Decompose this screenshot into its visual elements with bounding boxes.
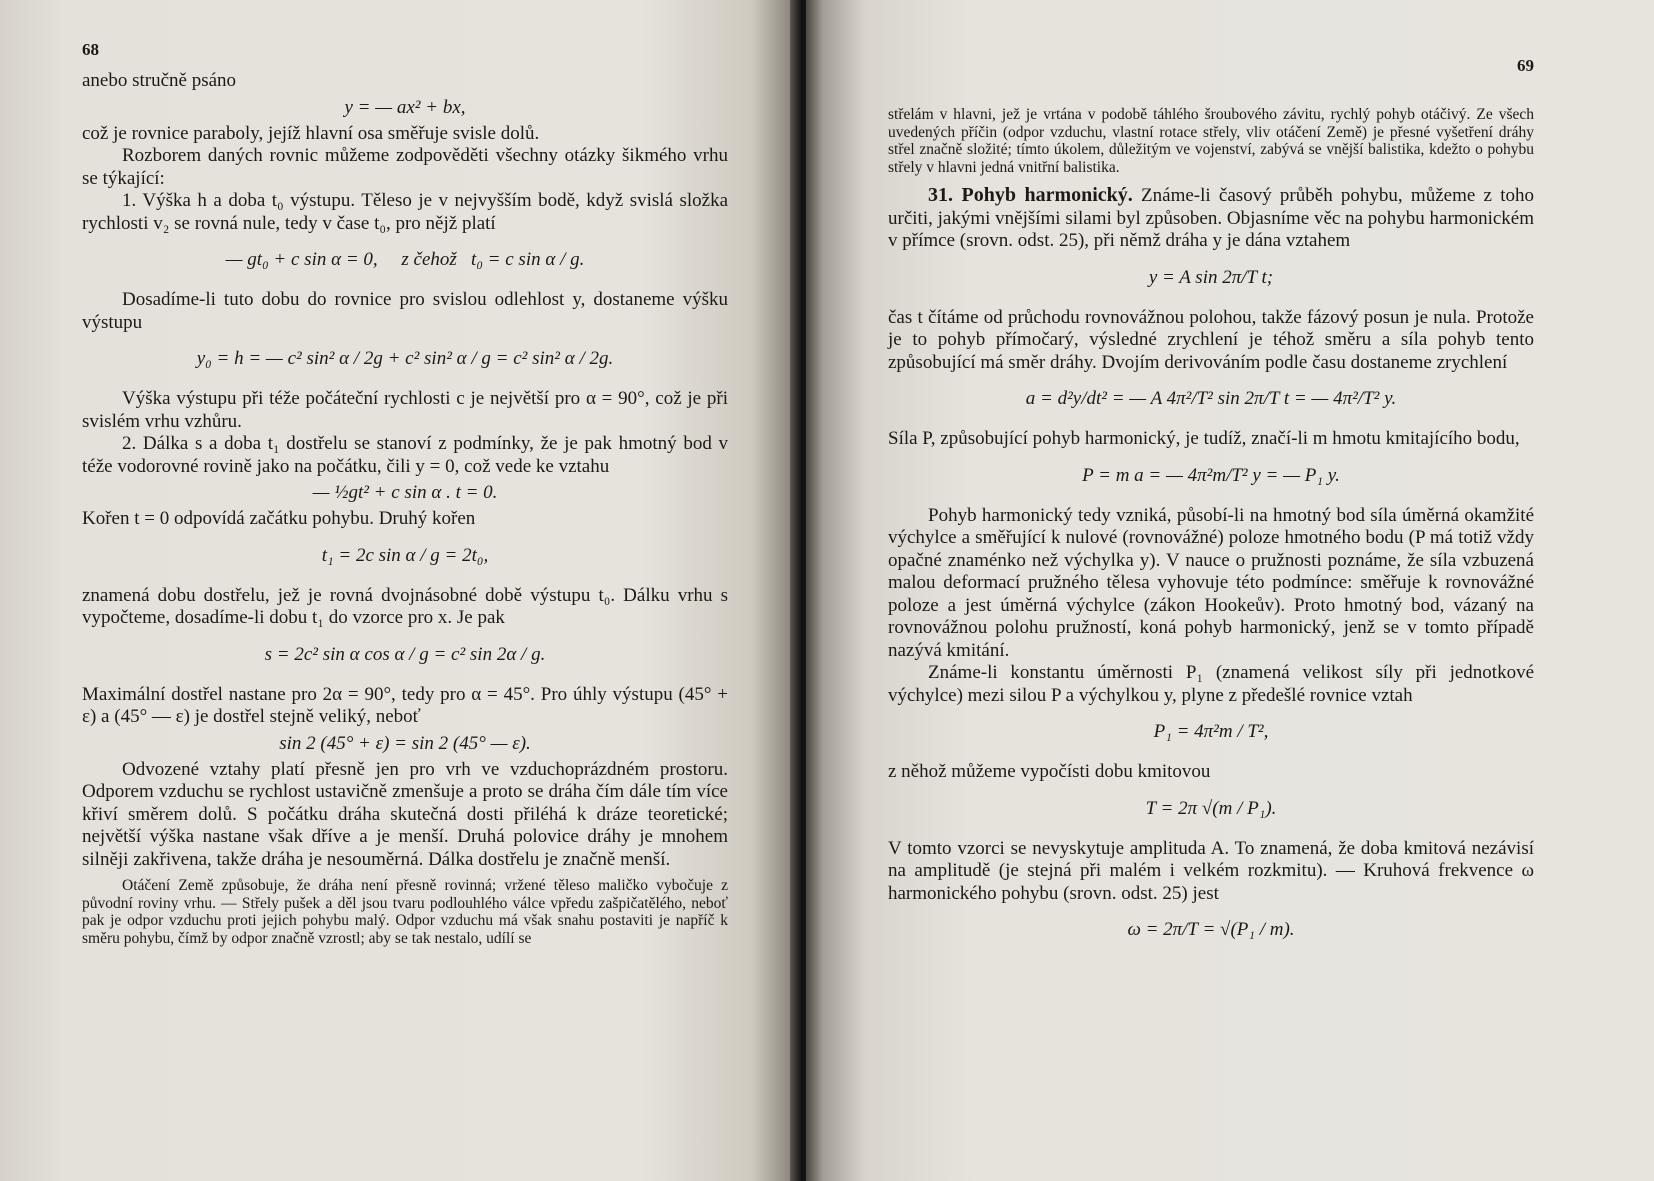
equation: y₀ = h = — c² sin² α / 2g + c² sin² α / g = c² sin² α / 2g. bbox=[196, 348, 614, 369]
paragraph: znamená dobu dostřelu, jež je rovná dvojnásobné době výstupu t₀. Dálku vrhu s vypočteme, dosadíme-li dobu t₁ do vzorce pro x. Je pak bbox=[82, 584, 728, 628]
equation: ω = 2π/T = √(P₁ / m). bbox=[1127, 919, 1295, 940]
equation: — gt₀ + c sin α = 0, z čehož t₀ = c sin α / g. bbox=[225, 249, 585, 270]
paragraph: Kořen t = 0 odpovídá začátku pohybu. Druhý kořen bbox=[82, 508, 476, 529]
paragraph: z něhož můžeme vypočísti dobu kmitovou bbox=[888, 761, 1211, 782]
left-page bbox=[0, 0, 800, 1181]
equation: t₁ = 2c sin α / g = 2t₀, bbox=[321, 544, 489, 566]
equation: sin 2 (45° + ε) = sin 2 (45° — ε). bbox=[279, 732, 531, 754]
equation: y = A sin 2π/T t; bbox=[1148, 266, 1274, 288]
right-column bbox=[888, 86, 1534, 955]
section-paragraph bbox=[888, 184, 1534, 253]
small-print-paragraph: Otáčení Země způsobuje, že dráha není přesně rovinná; vržené těleso maličko vybočuje z původní roviny vrhu. — Střely pušek a děl jsou tvaru podlouhlého válce vpředu zašpičatělého, neboť pak je odpor vzduchu proti jejich pohybu malý. Odpor vzduchu má však snahu postaviti je napříč k směru pohybu, čímž by odpor značně vzrostl; aby se tak nestalo, udílí se bbox=[82, 877, 728, 947]
equation: — ½gt² + c sin α . t = 0. bbox=[312, 482, 498, 503]
paragraph: Síla P, způsobující pohyb harmonický, je tudíž, značí-li m hmotu kmitajícího bodu, bbox=[888, 428, 1520, 449]
equation: T = 2π √(m / P₁). bbox=[1145, 797, 1277, 819]
left-page-number: 68 bbox=[82, 40, 99, 59]
paragraph: Známe-li konstantu úměrnosti P₁ (znamená velikost síly při jednotkové výchylce) mezi silou P a výchylkou y, plyne z předešlé rovnice vztah bbox=[888, 662, 1534, 706]
paragraph: Pohyb harmonický tedy vzniká, působí-li na hmotný bod síla úměrná okamžité výchylce a směřující k nulové (rovnovážné) poloze hmotného bodu (P má totiž vždy opačné znaménko než výchylka y). V nauce o pružnosti poznáme, že síla vzbuzená malou deformací pružného tělesa vyhovuje této podmínce: směřuje k rovnovážné poloze a jest úměrná výchylce (zákon Hookeův). Proto hmotný bod, vázaný na rovnovážnou polohu pružností, koná pohyb harmonický, jenž se v tomto případě nazývá kmitání. bbox=[888, 504, 1534, 661]
equation: P₁ = 4π²m / T², bbox=[1153, 721, 1269, 742]
equation: s = 2c² sin α cos α / g = c² sin 2α / g. bbox=[264, 643, 546, 665]
paragraph: 1. Výška h a doba t₀ výstupu. Těleso je v nejvyšším bodě, když svislá složka rychlosti v₂ se rovná nule, tedy v čase t₀, pro nějž platí bbox=[82, 190, 728, 234]
paragraph: Výška výstupu při téže počáteční rychlosti c je největší pro α = 90°, což je při svislém vrhu vzhůru. bbox=[82, 388, 728, 432]
paragraph: čas t čítáme od průchodu rovnovážnou polohou, takže fázový posun je nula. Protože je to pohyb přímočarý, výsledné zrychlení je téhož směru a síla pohyb tento způsobující má směr dráhy. Dvojím derivováním podle času dostaneme zrychlení bbox=[888, 306, 1534, 373]
left-column bbox=[82, 70, 728, 947]
small-print-paragraph: střelám v hlavni, jež je vrtána v podobě táhlého šroubového závitu, rychlý pohyb otáčivý. Ze všech uvedených příčin (odpor vzduchu, vlastní rotace střely, vliv otáčení Země) je přesné vyšetření dráhy střel značně složité; tímto úkolem, důležitým ve vojenství, zabývá se vnější balistika, kdežto o pohybu střely v hlavni jedná vnitřní balistika. bbox=[888, 106, 1534, 176]
right-page-number: 69 bbox=[1517, 56, 1534, 75]
small-print-block bbox=[82, 877, 728, 947]
text-line: což je rovnice paraboly, jejíž hlavní osa směřuje svisle dolů. bbox=[82, 122, 540, 144]
paragraph: Odvozené vztahy platí přesně jen pro vrh ve vzduchoprázdném prostoru. Odporem vzduchu se rychlost ustavičně zmenšuje a proto se dráha čím dále tím více křiví směrem dolů. S počátku dráha skutečná dosti přiléhá k dráze teoretické; největší výška nastane však dříve a je menší. Druhá polovice dráhy je mnohem silněji zakřivena, takže dráha je nesouměrná. Dálka dostřelu je značně menší. bbox=[82, 758, 728, 870]
equation: y = — ax² + bx, bbox=[344, 96, 466, 118]
section-heading: 31. Pohyb harmonický. bbox=[928, 184, 1133, 206]
paragraph-text: Známe-li časový průběh pohybu, můžeme z toho určiti, jakými vnějšími silami byl způsoben. Objasníme věc na pohybu harmonickém v přímce (srovn. odst. 25), při němž dráha y je dána vztahem bbox=[888, 185, 1534, 251]
text-line: anebo stručně psáno bbox=[82, 70, 237, 91]
equation: a = d²y/dt² = — A 4π²/T² sin 2π/T t = — 4π²/T² y. bbox=[1025, 388, 1397, 409]
paragraph: Maximální dostřel nastane pro 2α = 90°, tedy pro α = 45°. Pro úhly výstupu (45° + ε) a (45° — ε) je dostřel stejně veliký, neboť bbox=[82, 683, 728, 727]
equation: P = m a = — 4π²m/T² y = — P₁ y. bbox=[1082, 464, 1340, 486]
right-page bbox=[806, 0, 1654, 1181]
paragraph: V tomto vzorci se nevyskytuje amplituda A. To znamená, že doba kmitová nezávisí na amplitudě (je stejná při malém i velkém rozkmitu). — Kruhová frekvence ω harmonického pohybu (srovn. odst. 25) jest bbox=[888, 837, 1534, 904]
paragraph: Rozborem daných rovnic můžeme zodpověděti všechny otázky šikmého vrhu se týkající: bbox=[82, 145, 728, 189]
paragraph: 2. Dálka s a doba t₁ dostřelu se stanoví z podmínky, že je pak hmotný bod v téže vodorovné rovině jako na počátku, čili y = 0, což vede ke vztahu bbox=[82, 433, 728, 477]
paragraph: Dosadíme-li tuto dobu do rovnice pro svislou odlehlost y, dostaneme výšku výstupu bbox=[82, 289, 728, 333]
